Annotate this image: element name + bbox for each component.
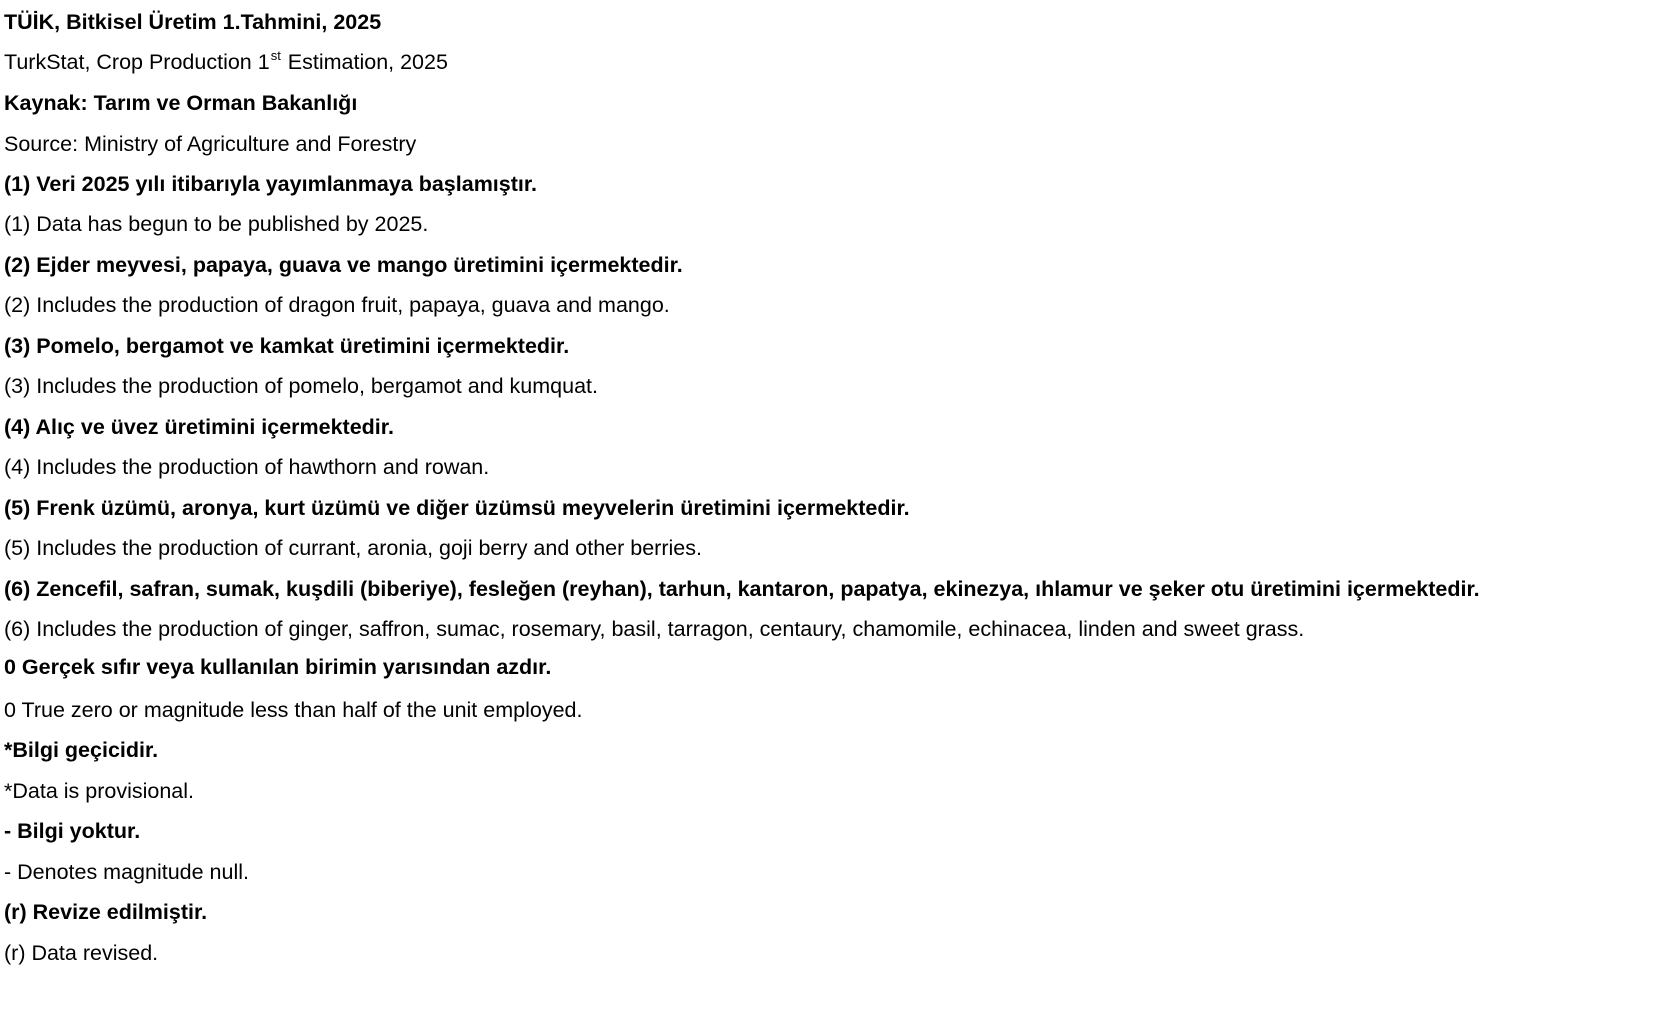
symbol-provisional-english: *Data is provisional.	[4, 779, 195, 803]
note-3-english: (3) Includes the production of pomelo, bergamot and kumquat.	[4, 374, 598, 398]
symbol-null-english: - Denotes magnitude null.	[4, 860, 250, 884]
note-6-english: (6) Includes the production of ginger, saffron, sumac, rosemary, basil, tarragon, centaury, chamomile, echinacea, linden and sweet grass.	[4, 617, 1305, 641]
title-english-suffix: Estimation, 2025	[281, 50, 448, 74]
title-turkish: TÜİK, Bitkisel Üretim 1.Tahmini, 2025	[4, 10, 382, 34]
title-english	[4, 49, 448, 75]
symbol-revised-english: (r) Data revised.	[4, 941, 159, 965]
source-turkish: Kaynak: Tarım ve Orman Bakanlığı	[4, 91, 358, 115]
symbol-revised-turkish: (r) Revize edilmiştir.	[4, 900, 208, 924]
note-4-turkish: (4) Alıç ve üvez üretimini içermektedir.	[4, 415, 394, 439]
note-2-turkish: (2) Ejder meyvesi, papaya, guava ve mango üretimini içermektedir.	[4, 253, 683, 277]
symbol-null-turkish: - Bilgi yoktur.	[4, 819, 141, 843]
note-3-turkish: (3) Pomelo, bergamot ve kamkat üretimini içermektedir.	[4, 334, 570, 358]
title-english-prefix: TurkStat, Crop Production 1	[4, 50, 270, 74]
note-5-turkish: (5) Frenk üzümü, aronya, kurt üzümü ve diğer üzümsü meyvelerin üretimini içermektedir.	[4, 496, 910, 520]
note-2-english: (2) Includes the production of dragon fruit, papaya, guava and mango.	[4, 293, 670, 317]
note-1-english: (1) Data has begun to be published by 2025.	[4, 212, 429, 236]
title-english-superscript: st	[270, 48, 281, 63]
symbol-zero-english: 0 True zero or magnitude less than half of the unit employed.	[4, 698, 583, 722]
symbol-provisional-turkish: *Bilgi geçicidir.	[4, 738, 159, 762]
note-4-english: (4) Includes the production of hawthorn and rowan.	[4, 455, 490, 479]
symbol-zero-turkish: 0 Gerçek sıfır veya kullanılan birimin yarısından azdır.	[4, 655, 552, 679]
note-5-english: (5) Includes the production of currant, aronia, goji berry and other berries.	[4, 536, 702, 560]
note-6-turkish: (6) Zencefil, safran, sumak, kuşdili (biberiye), fesleğen (reyhan), tarhun, kantaron, papatya, ekinezya, ıhlamur ve şeker otu üretimini içermektedir.	[4, 577, 1480, 601]
note-1-turkish: (1) Veri 2025 yılı itibarıyla yayımlanmaya başlamıştır.	[4, 172, 538, 196]
source-english: Source: Ministry of Agriculture and Forestry	[4, 132, 417, 156]
